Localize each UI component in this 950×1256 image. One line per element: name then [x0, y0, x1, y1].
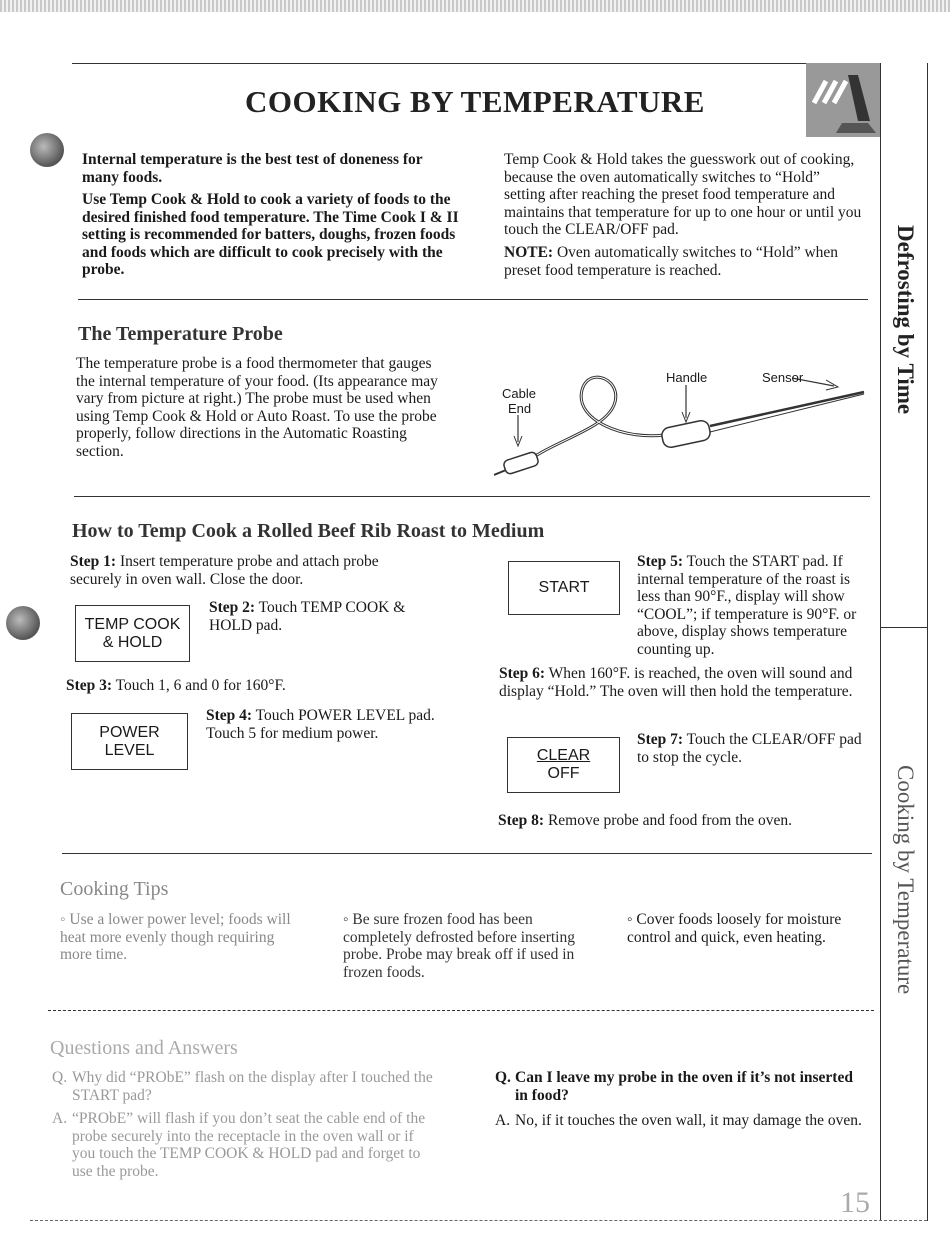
- page-title: COOKING BY TEMPERATURE: [245, 84, 705, 119]
- section-rule: [74, 496, 870, 497]
- binder-hole-icon: [6, 606, 40, 640]
- right-margin-rule: [880, 63, 881, 1221]
- pad-label: TEMP COOK: [84, 615, 181, 633]
- handle-label: Handle: [666, 370, 708, 385]
- scan-top-band: [0, 0, 950, 12]
- note-label: NOTE:: [504, 244, 554, 261]
- qa-item: [52, 1069, 437, 1180]
- tip-item: [343, 911, 593, 981]
- page-number: 15: [840, 1186, 870, 1219]
- step-label: Step 3:: [66, 677, 113, 694]
- step-text: Insert temperature probe and attach probe securely in oven wall. Close the door.: [70, 553, 379, 588]
- step-text: Touch the START pad. If internal temperature of the roast is less than 90°F., display will show “COOL”; if temperature is 90°F. or above, display shows temperature counting up.: [637, 553, 857, 658]
- intro-note: [504, 244, 844, 279]
- probe-text: The temperature probe is a food thermometer that gauges the internal temperature of your food. (Its appearance may vary from picture at right.) The probe must be used when using Temp Cook & Hold or Auto Roast. To use the probe properly, follow directions in the Automatic Roasting section.: [76, 355, 438, 460]
- top-rule: [72, 63, 808, 64]
- tip-item: [60, 911, 308, 964]
- intro-bold-2: Use Temp Cook & Hold to cook a variety of foods to the desired finished food temperature. The Time Cook I & II setting is recommended for batters, doughs, frozen foods and foods which are difficult to cook precisely with the probe.: [82, 191, 459, 278]
- step-6: [499, 665, 869, 700]
- cable-label: Cable: [502, 386, 536, 401]
- tip-text: Cover foods loosely for moisture control and quick, even heating.: [627, 911, 842, 946]
- tips-heading: Cooking Tips: [60, 878, 169, 900]
- binder-hole-icon: [30, 133, 64, 167]
- step-label: Step 1:: [70, 553, 117, 570]
- step-text: Remove probe and food from the oven.: [544, 812, 793, 829]
- step-label: Step 7:: [637, 731, 684, 748]
- a-label: A.: [495, 1112, 511, 1129]
- bullet-icon: ◦: [627, 911, 637, 928]
- tab-divider: [880, 627, 927, 628]
- step-text: When 160°F. is reached, the oven will sound and display “Hold.” The oven will then hold the temperature.: [499, 665, 853, 700]
- pad-label: OFF: [547, 765, 580, 782]
- bullet-icon: ◦: [343, 911, 353, 928]
- step-label: Step 6:: [499, 665, 546, 682]
- qa-item: [495, 1069, 865, 1130]
- q-label: Q.: [495, 1069, 511, 1086]
- bottom-rule: [30, 1220, 927, 1221]
- step-4: [206, 707, 444, 742]
- step-label: Step 4:: [206, 707, 253, 724]
- clear-off-pad[interactable]: [507, 737, 620, 793]
- probe-heading: The Temperature Probe: [78, 323, 283, 345]
- power-level-pad[interactable]: [71, 713, 188, 770]
- q-label: Q.: [52, 1069, 68, 1086]
- cable-end-label: [502, 386, 536, 416]
- pad-label: START: [538, 579, 590, 596]
- step-8: [498, 812, 868, 830]
- pad-label: POWER: [99, 723, 160, 741]
- step-7: [637, 731, 869, 766]
- section-rule: [48, 1010, 874, 1011]
- question-text: Why did “PRObE” flash on the display after I touched the START pad?: [72, 1069, 433, 1104]
- end-label: End: [508, 401, 532, 416]
- start-pad[interactable]: [508, 561, 620, 615]
- howto-heading: How to Temp Cook a Rolled Beef Rib Roast to Medium: [72, 520, 545, 542]
- pad-label: LEVEL: [104, 741, 155, 759]
- step-text: Touch POWER LEVEL pad. Touch 5 for medium power.: [206, 707, 435, 742]
- tab-defrosting-by-time[interactable]: Defrosting by Time: [893, 225, 918, 415]
- step-1: [70, 553, 420, 588]
- intro-right-text: Temp Cook & Hold takes the guesswork out of cooking, because the oven automatically switches to “Hold” setting after reaching the preset food temperature and maintains that temperature for up to one hour or until you touch the CLEAR/OFF pad.: [504, 151, 862, 238]
- probe-diagram: [494, 360, 874, 490]
- tip-text: Be sure frozen food has been completely defrosted before inserting probe. Probe may break off if used in frozen foods.: [343, 911, 575, 981]
- intro-bold-1: Internal temperature is the best test of doneness for many foods.: [82, 151, 423, 186]
- temp-cook-hold-pad[interactable]: [75, 605, 190, 662]
- step-3: [66, 677, 426, 695]
- step-text: Touch 1, 6 and 0 for 160°F.: [112, 677, 286, 694]
- microwave-logo-icon: [806, 63, 880, 137]
- tab-cooking-by-temperature[interactable]: Cooking by Temperature: [893, 765, 918, 995]
- pad-label: CLEAR: [536, 747, 591, 764]
- step-label: Step 8:: [498, 812, 545, 829]
- sensor-label: Sensor: [762, 370, 804, 385]
- step-text: Touch TEMP COOK & HOLD pad.: [209, 599, 406, 634]
- answer-text: “PRObE” will flash if you don’t seat the cable end of the probe securely into the receptacle in the oven wall or if you touch the TEMP COOK & HOLD pad and forget to use the probe.: [72, 1110, 426, 1180]
- step-text: Touch the CLEAR/OFF pad to stop the cycle.: [637, 731, 862, 766]
- note-text: Oven automatically switches to “Hold” when preset food temperature is reached.: [504, 244, 839, 279]
- qa-heading: Questions and Answers: [50, 1037, 238, 1059]
- step-label: Step 5:: [637, 553, 684, 570]
- question-text: Can I leave my probe in the oven if it’s not inserted in food?: [515, 1069, 853, 1104]
- tip-text: Use a lower power level; foods will heat more evenly though requiring more time.: [60, 911, 291, 963]
- step-label: Step 2:: [209, 599, 256, 616]
- answer-text: No, if it touches the oven wall, it may damage the oven.: [515, 1112, 862, 1129]
- pad-label: & HOLD: [102, 633, 163, 651]
- step-5: [637, 553, 869, 658]
- tab-edge-rule: [927, 63, 928, 1221]
- bullet-icon: ◦: [60, 911, 70, 928]
- section-rule: [78, 299, 868, 300]
- step-2: [209, 599, 429, 634]
- tip-item: [627, 911, 872, 946]
- section-rule: [62, 853, 872, 854]
- a-label: A.: [52, 1110, 68, 1127]
